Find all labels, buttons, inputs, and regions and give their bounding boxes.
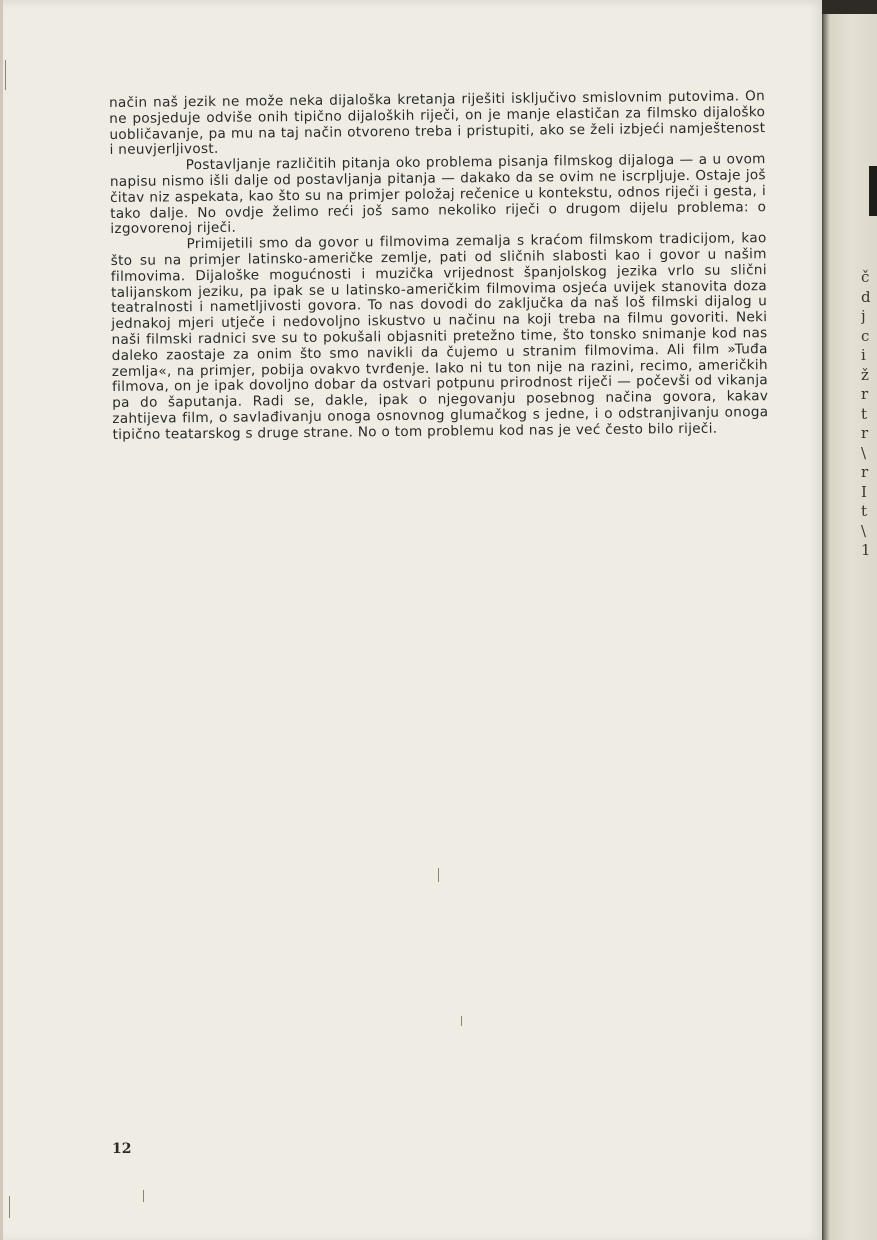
paper-speck <box>9 1196 10 1218</box>
page-left-edge <box>0 0 3 1240</box>
paper-speck <box>143 1190 144 1202</box>
page-number: 12 <box>112 1141 132 1157</box>
paper-speck <box>461 1016 462 1026</box>
paragraph-1: način naš jezik ne može neka dijaloška kretanja riješiti isključivo smislovnim putovima. On ne posjeduje odviše onih tipično dijaloških riječi, on je manje elastičan za filmsko dijaloško uobličavanje, pa mu na taj način otvoreno treba i pristupiti, ako se želi izbjeći namještenost i neuvjerljivost. <box>108 88 766 159</box>
paragraph-3: Primijetili smo da govor u filmovima zemalja s kraćom filmskom tradicijom, kao što su na primjer latinsko-američke zemlje, pati od sličnih slabosti kao i govor u našim filmovima. Dijaloške mogućnosti i muzička vrijednost španjolskog jezika vrlo su slični talijanskom jeziku, pa ipak se u latinsko-američkim filmovima osjeća uvijek stanovita doza teatralnosti i nametljivosti govora. To nas dovodi do zaključka da naš loš filmski dijalog u jednakoj mjeri utječe i nedovoljno iskustvo u načinu na koji treba na filmu govoriti. Neki naši filmski radnici sve su to pokušali objasniti pretežno time, što tonsko snimanje kod nas daleko zaostaje za onim što smo navikli da čujemo u stranim filmovima. Ali film »Tuđa zemlja«, na primjer, pobija ovakvo tvrđenje. Iako ni tu ton nije na razini, recimo, američkih filmova, on je ipak dovoljno dobar da ostvari potpunu prirodnost riječi — počevši od vikanja pa do šaputanja. Radi se, dakle, ipak o njegovanju posebnog načina govora, kakav zahtijeva film, o savlađivanju onoga osnovnog glumačkog s jedne, i o odstranjivanju onoga tipično teatarskog s druge strane. No o tom problemu kod nas je već često bilo riječi. <box>110 230 769 443</box>
article-text <box>109 89 769 443</box>
facing-page-text: č d j c i ž r t r \ r I t \ 1 <box>861 268 871 559</box>
paper-speck <box>438 868 439 882</box>
gutter-top-shadow <box>822 0 877 14</box>
facing-page-heading-mark <box>869 166 877 216</box>
paragraph-2: Postavljanje različitih pitanja oko problema pisanja filmskog dijaloga — a u ovom napisu nismo išli dalje od postavljanja pitanja — dakako da se ovim ne iscrpljuje. Ostaje još čitav niz aspekata, kao što su na primjer položaj rečenice u kontekstu, odnos riječi i gesta, i tako dalje. No ovdje želimo reći još samo nekoliko riječi o drugom dijelu problema: o izgovorenoj riječi. <box>109 151 767 238</box>
paper-speck <box>5 60 6 90</box>
